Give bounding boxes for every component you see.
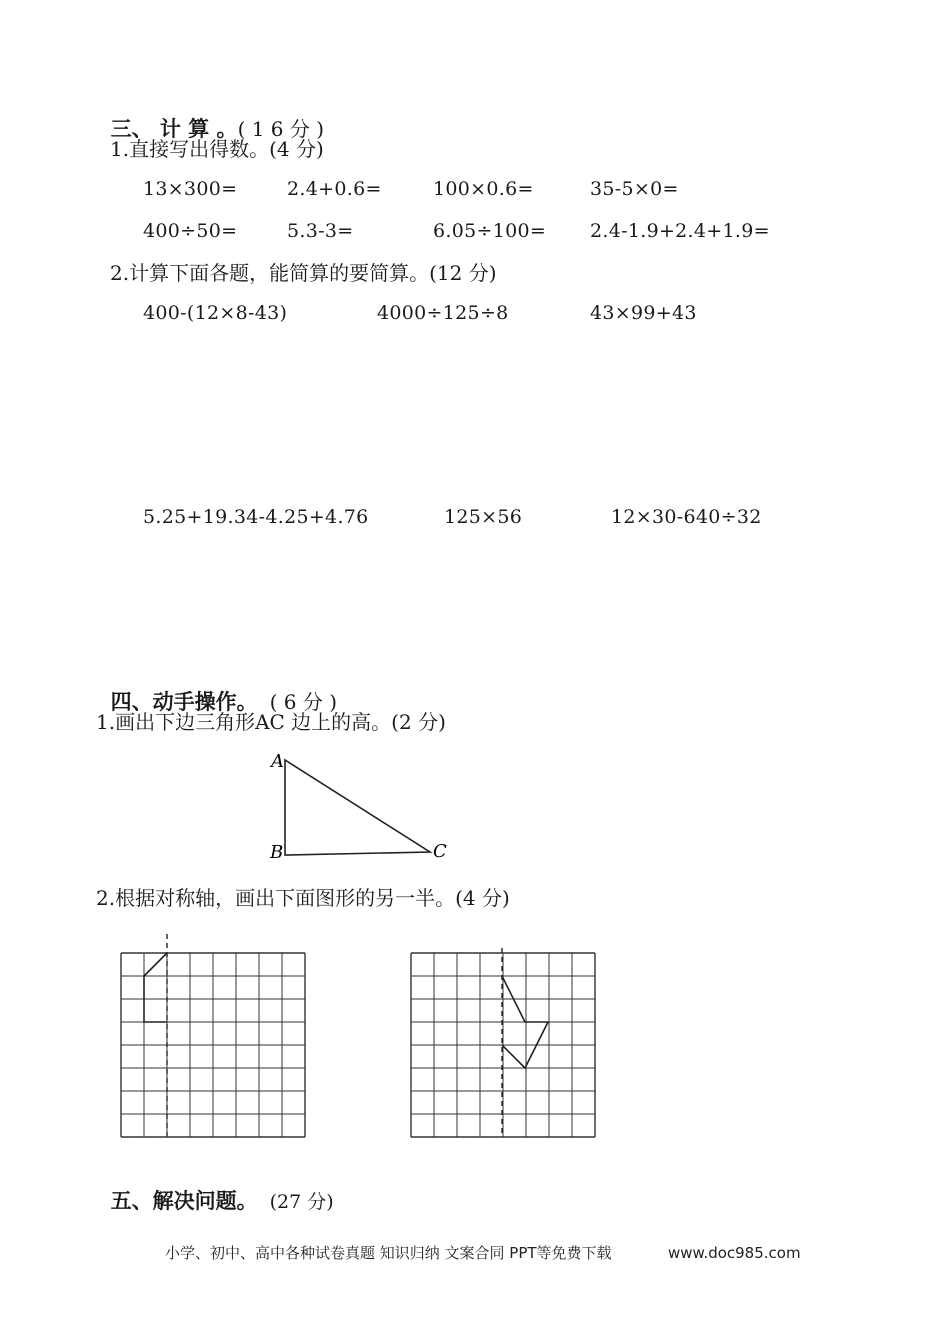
expr-row1-2: 2.4+0.6= xyxy=(287,178,382,200)
expr-row1-1: 13×300= xyxy=(143,178,238,200)
expr-row4-2: 125×56 xyxy=(444,506,523,528)
expr-row2-3: 6.05÷100= xyxy=(433,220,547,242)
section-5-points: (27 分) xyxy=(269,1191,334,1213)
question-4-2: 2.根据对称轴，画出下面图形的另一半。(4 分) xyxy=(96,886,510,910)
expr-row2-2: 5.3-3= xyxy=(287,220,354,242)
half-shape xyxy=(144,953,167,1022)
triangle-figure xyxy=(260,745,460,870)
section-5-heading: 五、解决问题。 xyxy=(110,1189,258,1213)
label-b: B xyxy=(270,842,284,863)
section-4-points: ( 6 分 ) xyxy=(269,690,338,714)
question-3-1: 1.直接写出得数。(4 分) xyxy=(110,137,324,161)
grid-lines xyxy=(121,953,305,1137)
section-3-title xyxy=(96,98,324,140)
label-c: C xyxy=(433,841,447,862)
question-3-2: 2.计算下面各题，能简算的要简算。(12 分) xyxy=(110,261,497,285)
expr-row4-1: 5.25+19.34-4.25+4.76 xyxy=(143,506,369,528)
section-4-heading: 四、动手操作。 xyxy=(110,690,258,714)
footer-url[interactable]: www.doc985.com xyxy=(668,1244,801,1262)
expr-row2-1: 400÷50= xyxy=(143,220,238,242)
symmetry-grid-right xyxy=(405,928,600,1140)
expr-row1-4: 35-5×0= xyxy=(590,178,679,200)
section-3-points: ( 1 6 分 ) xyxy=(237,117,325,141)
footer-text: 小学、初中、高中各种试卷真题 知识归纳 文案合同 PPT等免费下载 xyxy=(165,1244,612,1262)
expr-row1-3: 100×0.6= xyxy=(433,178,534,200)
question-4-1: 1.画出下边三角形AC 边上的高。(2 分) xyxy=(96,710,446,734)
expr-row3-3: 43×99+43 xyxy=(590,302,697,324)
expr-row3-2: 4000÷125÷8 xyxy=(377,302,509,324)
triangle-abc xyxy=(285,760,430,855)
section-3-heading: 三、 计 算 。 xyxy=(110,117,238,141)
expr-row3-1: 400-(12×8-43) xyxy=(143,302,288,324)
label-a: A xyxy=(271,751,284,772)
section-5-title xyxy=(96,1170,334,1212)
section-4-title xyxy=(96,671,337,713)
expr-row2-4: 2.4-1.9+2.4+1.9= xyxy=(590,220,770,242)
symmetry-grid-left xyxy=(115,928,310,1140)
expr-row4-3: 12×30-640÷32 xyxy=(611,506,762,528)
